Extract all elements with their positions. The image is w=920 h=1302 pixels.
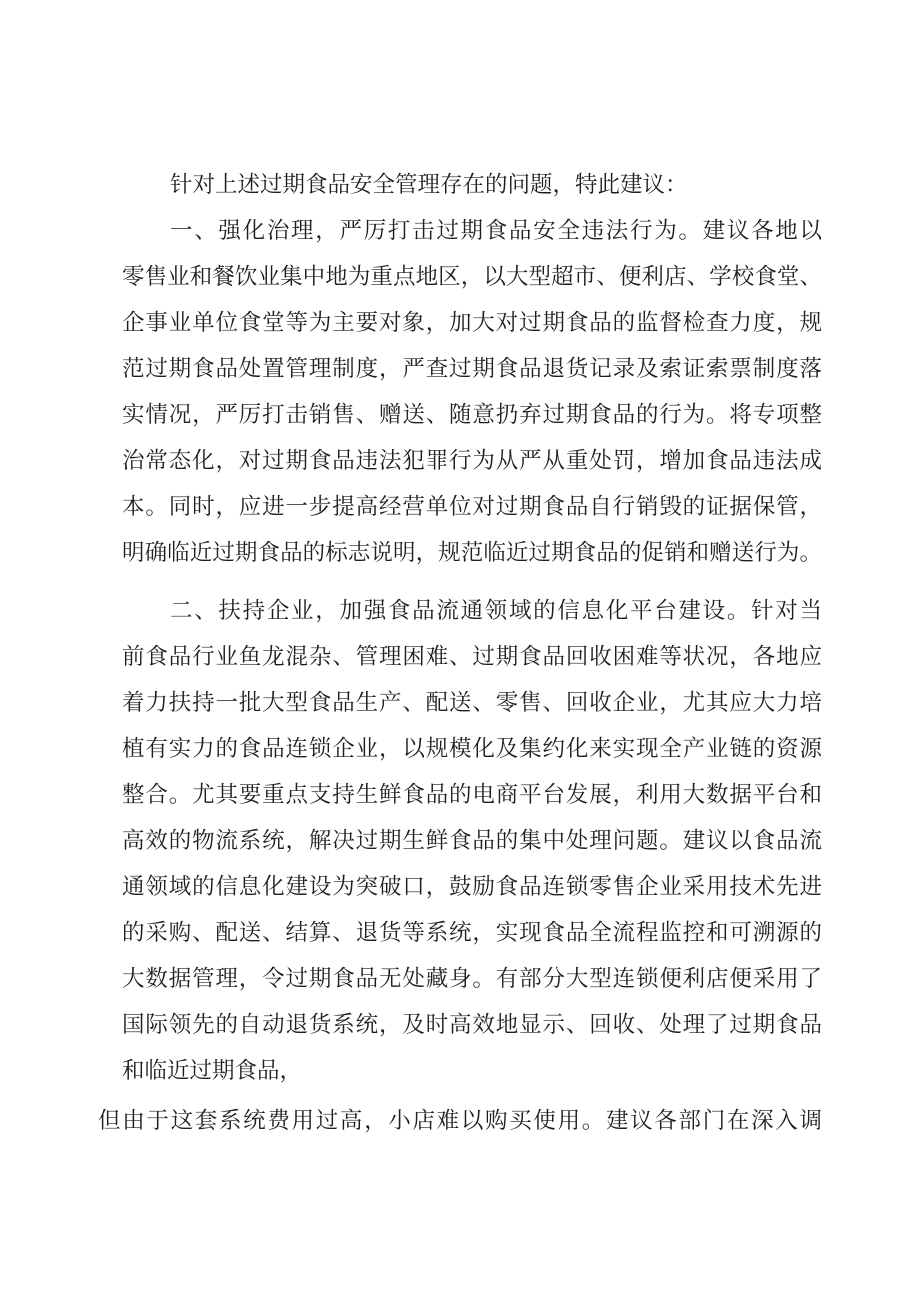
paragraph-1-line-8: 明确临近过期食品的标志说明，规范临近过期食品的促销和赠送行为。	[122, 540, 822, 566]
paragraph-2-line-1: 二、扶持企业，加强食品流通领域的信息化平台建设。针对当	[170, 598, 822, 624]
paragraph-2-line-9: 大数据管理，令过期食品无处藏身。有部分大型连锁便利店便采用了	[122, 966, 822, 992]
paragraph-1-line-3: 企事业单位食堂等为主要对象，加大对过期食品的监督检查力度，规	[122, 310, 822, 336]
paragraph-2-line-2: 前食品行业鱼龙混杂、管理困难、过期食品回收困难等状况，各地应	[122, 644, 822, 670]
paragraph-1-line-7: 本。同时，应进一步提高经营单位对过期食品自行销毁的证据保管，	[122, 494, 822, 520]
paragraph-3-line-1: 但由于这套系统费用过高，小店难以购买使用。建议各部门在深入调	[98, 1108, 822, 1134]
paragraph-1-line-2: 零售业和餐饮业集中地为重点地区，以大型超市、便利店、学校食堂、	[122, 264, 822, 290]
paragraph-1-line-5: 实情况，严厉打击销售、赠送、随意扔弃过期食品的行为。将专项整	[122, 402, 822, 428]
paragraph-2-line-8: 的采购、配送、结算、退货等系统，实现食品全流程监控和可溯源的	[122, 920, 822, 946]
paragraph-1-line-4: 范过期食品处置管理制度，严查过期食品退货记录及索证索票制度落	[122, 356, 822, 382]
paragraph-2-line-7: 通领域的信息化建设为突破口，鼓励食品连锁零售企业采用技术先进	[122, 874, 822, 900]
paragraph-2-line-11: 和临近过期食品，	[122, 1058, 303, 1084]
paragraph-1-line-6: 治常态化，对过期食品违法犯罪行为从严从重处罚，增加食品违法成	[122, 448, 822, 474]
intro-line: 针对上述过期食品安全管理存在的问题，特此建议：	[170, 172, 688, 198]
paragraph-1-line-1: 一、强化治理，严厉打击过期食品安全违法行为。建议各地以	[170, 218, 822, 244]
paragraph-2-line-3: 着力扶持一批大型食品生产、配送、零售、回收企业，尤其应大力培	[122, 690, 822, 716]
paragraph-2-line-10: 国际领先的自动退货系统，及时高效地显示、回收、处理了过期食品	[122, 1012, 822, 1038]
paragraph-2-line-4: 植有实力的食品连锁企业，以规模化及集约化来实现全产业链的资源	[122, 736, 822, 762]
paragraph-2-line-6: 高效的物流系统，解决过期生鲜食品的集中处理问题。建议以食品流	[122, 828, 822, 854]
paragraph-2-line-5: 整合。尤其要重点支持生鲜食品的电商平台发展，利用大数据平台和	[122, 782, 822, 808]
